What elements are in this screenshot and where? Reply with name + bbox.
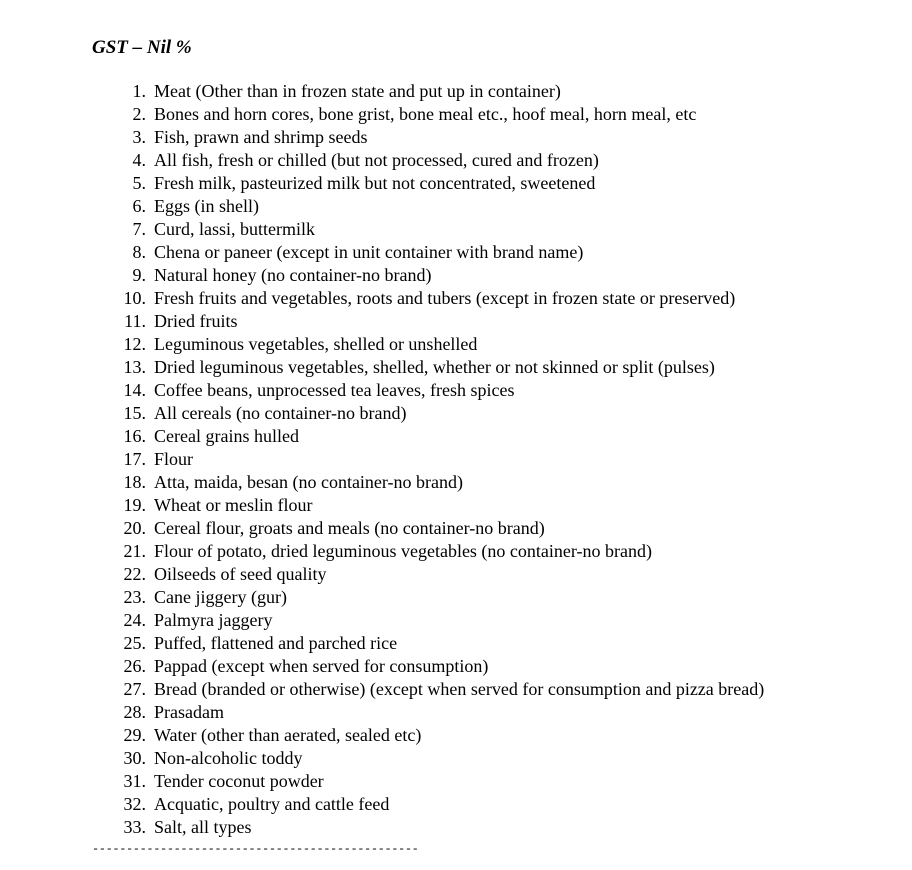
list-item-text: Bones and horn cores, bone grist, bone meal etc., hoof meal, horn meal, etc xyxy=(154,104,697,124)
list-item-text: Coffee beans, unprocessed tea leaves, fresh spices xyxy=(154,380,515,400)
list-item-text: Dried fruits xyxy=(154,311,238,331)
list-item xyxy=(0,241,912,264)
list-item-number: 9. xyxy=(132,265,146,285)
list-item xyxy=(0,425,912,448)
list-item-number: 2. xyxy=(132,104,146,124)
list-item xyxy=(0,517,912,540)
list-item xyxy=(0,609,912,632)
list-item xyxy=(0,816,912,839)
list-item-text: Flour of potato, dried leguminous vegetables (no container-no brand) xyxy=(154,541,653,561)
list-item-text: Dried leguminous vegetables, shelled, whether or not skinned or split (pulses) xyxy=(154,357,715,377)
list-item-text: All cereals (no container-no brand) xyxy=(154,403,407,423)
list-item xyxy=(0,793,912,816)
list-item-text: Curd, lassi, buttermilk xyxy=(154,219,315,239)
item-list xyxy=(0,80,912,839)
list-item-text: Cereal flour, groats and meals (no container-no brand) xyxy=(154,518,545,538)
list-item xyxy=(0,724,912,747)
list-item-number: 15. xyxy=(123,403,146,423)
list-item-number: 11. xyxy=(124,311,146,331)
list-item-number: 25. xyxy=(123,633,146,653)
list-item-number: 31. xyxy=(123,771,146,791)
list-item-text: Pappad (except when served for consumption) xyxy=(154,656,489,676)
list-item xyxy=(0,172,912,195)
list-item xyxy=(0,701,912,724)
list-item-text: Bread (branded or otherwise) (except when served for consumption and pizza bread) xyxy=(154,679,765,699)
list-item-number: 8. xyxy=(132,242,146,262)
list-item xyxy=(0,126,912,149)
list-item xyxy=(0,103,912,126)
list-item xyxy=(0,379,912,402)
list-item-text: All fish, fresh or chilled (but not processed, cured and frozen) xyxy=(154,150,599,170)
list-item-number: 3. xyxy=(132,127,146,147)
list-item xyxy=(0,770,912,793)
list-item-text: Wheat or meslin flour xyxy=(154,495,313,515)
list-item-number: 28. xyxy=(123,702,146,722)
list-item xyxy=(0,80,912,103)
list-item xyxy=(0,356,912,379)
list-item-number: 21. xyxy=(123,541,146,561)
list-item-text: Fresh milk, pasteurized milk but not concentrated, sweetened xyxy=(154,173,596,193)
list-item-number: 6. xyxy=(132,196,146,216)
list-item xyxy=(0,149,912,172)
list-item-number: 27. xyxy=(123,679,146,699)
list-item xyxy=(0,632,912,655)
list-item xyxy=(0,678,912,701)
list-item-text: Salt, all types xyxy=(154,817,252,837)
list-item-number: 5. xyxy=(132,173,146,193)
list-item-number: 4. xyxy=(132,150,146,170)
list-item-text: Acquatic, poultry and cattle feed xyxy=(154,794,390,814)
list-item-number: 26. xyxy=(123,656,146,676)
list-item-text: Cereal grains hulled xyxy=(154,426,299,446)
list-item-number: 10. xyxy=(123,288,146,308)
list-item-number: 24. xyxy=(123,610,146,630)
list-item-number: 7. xyxy=(132,219,146,239)
list-item-text: Natural honey (no container-no brand) xyxy=(154,265,432,285)
list-item-text: Palmyra jaggery xyxy=(154,610,273,630)
list-item xyxy=(0,655,912,678)
list-item-text: Chena or paneer (except in unit container with brand name) xyxy=(154,242,584,262)
list-item xyxy=(0,747,912,770)
dashed-divider: ------------------------------------------------ xyxy=(92,842,419,856)
list-item-text: Atta, maida, besan (no container-no brand) xyxy=(154,472,464,492)
list-item-number: 13. xyxy=(123,357,146,377)
list-item-text: Cane jiggery (gur) xyxy=(154,587,287,607)
list-item xyxy=(0,333,912,356)
list-item-text: Oilseeds of seed quality xyxy=(154,564,327,584)
list-item-text: Tender coconut powder xyxy=(154,771,324,791)
list-item-number: 1. xyxy=(132,81,146,101)
list-item xyxy=(0,218,912,241)
list-item-number: 30. xyxy=(123,748,146,768)
list-item-number: 29. xyxy=(123,725,146,745)
list-item xyxy=(0,448,912,471)
list-item-number: 12. xyxy=(123,334,146,354)
list-item-number: 20. xyxy=(123,518,146,538)
list-item-number: 18. xyxy=(123,472,146,492)
list-item-text: Water (other than aerated, sealed etc) xyxy=(154,725,422,745)
list-item-text: Leguminous vegetables, shelled or unshelled xyxy=(154,334,478,354)
list-item-number: 17. xyxy=(123,449,146,469)
list-item-number: 23. xyxy=(123,587,146,607)
list-item-text: Meat (Other than in frozen state and put up in container) xyxy=(154,81,561,101)
list-item-number: 19. xyxy=(123,495,146,515)
list-item xyxy=(0,540,912,563)
list-item-text: Non-alcoholic toddy xyxy=(154,748,303,768)
list-item xyxy=(0,402,912,425)
list-item xyxy=(0,494,912,517)
list-item-text: Puffed, flattened and parched rice xyxy=(154,633,398,653)
list-item-text: Fresh fruits and vegetables, roots and tubers (except in frozen state or preserved) xyxy=(154,288,736,308)
list-item xyxy=(0,264,912,287)
list-item-text: Fish, prawn and shrimp seeds xyxy=(154,127,368,147)
list-item-text: Flour xyxy=(154,449,194,469)
list-item-number: 33. xyxy=(123,817,146,837)
list-item-number: 32. xyxy=(123,794,146,814)
list-item xyxy=(0,287,912,310)
list-item-number: 14. xyxy=(123,380,146,400)
list-item xyxy=(0,586,912,609)
list-item-text: Prasadam xyxy=(154,702,224,722)
list-item-number: 16. xyxy=(123,426,146,446)
list-item-text: Eggs (in shell) xyxy=(154,196,259,216)
list-item xyxy=(0,195,912,218)
list-item xyxy=(0,563,912,586)
list-item xyxy=(0,471,912,494)
list-item-number: 22. xyxy=(123,564,146,584)
page-title: GST – Nil % xyxy=(92,37,192,58)
list-item xyxy=(0,310,912,333)
